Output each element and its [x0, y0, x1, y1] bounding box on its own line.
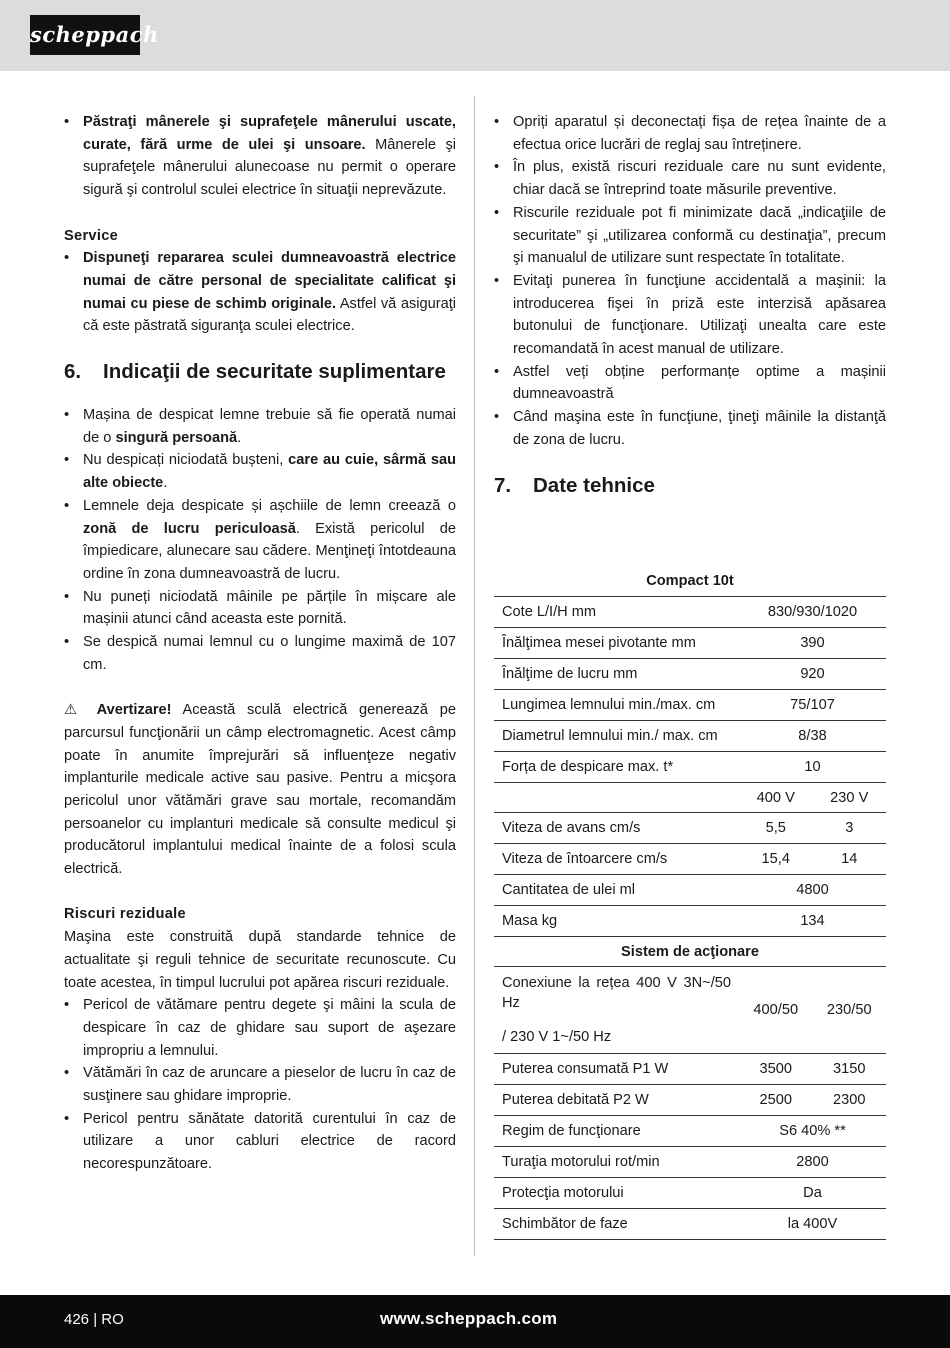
table-row: Turaţia motorului rot/min 2800 [494, 1147, 886, 1178]
table-row: Diametrul lemnului min./ max. cm 8/38 [494, 721, 886, 752]
column-divider [474, 96, 475, 1256]
table-row: Puterea debitată P2 W 2500 2300 [494, 1085, 886, 1116]
table-row: Cantitatea de ulei ml 4800 [494, 875, 886, 906]
table-row: Masa kg 134 [494, 906, 886, 937]
page-number: 426 | RO [64, 1311, 124, 1328]
warning-paragraph: ⚠ Avertizare! Această sculă electrică generează pe parcursul funcţionării un câmp electromagnetic. Acest câmp poate în anumite împrejurări să influenţeze negativ implanturile medicale active sau pasive. Pentru a micşora pericolul unor vătămări grave sau mortale, recomandăm persoanelor cu implanturi medicale să consulte medicul şi producătorul implantului medical înainte de a folosi scula electrică. [64, 702, 456, 878]
list-item: • Nu despicați niciodată bușteni, care au cuie, sârmă sau alte obiecte. [64, 452, 456, 492]
list-item: • Mașina de despicat lemne trebuie să fie operată numai de o singură persoană. [64, 407, 456, 446]
list-item: • Nu puneți niciodată mâinile pe părțile în mișcare ale mașinii atunci când aceasta este pornită. [64, 588, 456, 628]
list-item: • Păstraţi mânerele şi suprafeţele mânerului uscate, curate, fără urme de ulei şi unsoare. Mânerele şi suprafeţele mânerului alunecoase nu permit o operare sigură şi controlul sculei electrice în situaţii neprevăzute. [64, 114, 456, 199]
residual-risks-intro: Maşina este construită după standarde tehnice de actualitate şi reguli tehnice de securitate recunoscute. Cu toate acestea, în timpul lucrului pot apărea riscuri reziduale. [64, 929, 456, 991]
list-item: • Riscurile reziduale pot fi minimizate dacă „indicaţiile de securitate” şi „utilizarea conformă cu destinaţia”, precum şi manualul de utilizare sunt respectate în totalitate. [494, 204, 886, 267]
right-column [494, 111, 886, 500]
list-item: • Astfel veți obține performanțe optime a mașinii dumneavoastră [494, 363, 886, 403]
list-item: • Când maşina este în funcţiune, ţineţi mâinile la distanţă de zona de lucru. [494, 409, 886, 448]
list-item: • Dispuneţi repararea sculei dumneavoastră electrice numai de către personal de specialitate calificat şi numai cu piese de schimb originale. Astfel vă asiguraţi că este păstrată siguranţa sculei electrice. [64, 250, 456, 335]
list-item: • Lemnele deja despicate și așchiile de lemn creează o zonă de lucru periculoasă. Există pericolul de împiedicare, alunecare sau cădere. Menţineţi întotdeauna ordine în zona dumneavoastră de lucru. [64, 497, 456, 582]
page-header [0, 0, 950, 71]
technical-data-table [494, 566, 886, 1240]
table-row: Viteza de întoarcere cm/s 15,4 14 [494, 844, 886, 875]
table-row: Înălţime de lucru mm 920 [494, 659, 886, 690]
left-column [64, 111, 456, 1176]
table-voltage-header: 400 V 230 V [494, 783, 886, 813]
list-item: • Evitaţi punerea în funcţiune accidentală a maşinii: la introducerea fişei în priză este interzisă apăsarea butonului de funcţionare. Utilizaţi unealta care este recomandată în acest manual de utilizare. [494, 272, 886, 358]
page-footer [0, 1295, 950, 1348]
table-row: Protecţia motorului Da [494, 1178, 886, 1209]
list-item: • Pericol pentru sănătate datorită curentului în caz de utilizare a unor cabluri electrice de racord necorespunzătoare. [64, 1110, 456, 1173]
section-7-heading: 7. Date tehnice [494, 473, 655, 497]
table-row: Viteza de avans cm/s 5,5 3 [494, 813, 886, 844]
list-item: • Opriți aparatul și deconectați fișa de rețea înainte de a efectua orice lucrări de reglaj sau întreținere. [494, 114, 886, 153]
table-row: Lungimea lemnului min./max. cm 75/107 [494, 690, 886, 721]
list-item: • Vătămări în caz de aruncare a pieselor de lucru în caz de susţinere sau ghidare improprie. [64, 1065, 456, 1105]
residual-risks-heading: Riscuri reziduale [64, 906, 186, 923]
table-row: Înălţimea mesei pivotante mm 390 [494, 628, 886, 659]
table-row: Cote L/I/H mm 830/930/1020 [494, 597, 886, 628]
table-row: Regim de funcţionare S6 40% ** [494, 1116, 886, 1147]
website-link[interactable]: www.scheppach.com [380, 1309, 558, 1328]
table-row: Puterea consumată P1 W 3500 3150 [494, 1054, 886, 1085]
service-heading: Service [64, 227, 119, 244]
warning-icon: ⚠ [64, 702, 85, 719]
table-row: Forța de despicare max. t* 10 [494, 752, 886, 783]
list-item: • Se despică numai lemnul cu o lungime maximă de 107 cm. [64, 634, 456, 673]
list-item: • În plus, există riscuri reziduale care nu sunt evidente, chiar dacă se întreprind toate măsurile preventive. [494, 159, 886, 199]
scheppach-logo: scheppach [30, 15, 140, 55]
section-6-heading: 6. Indicaţii de securitate suplimentare [64, 360, 446, 384]
list-item: • Pericol de vătămare pentru degete şi mâini la scula de despicare în caz de ghidare sau suport de aşezare impropriu a lemnului. [64, 997, 456, 1059]
table-drive-header: Sistem de acţionare [494, 937, 886, 967]
table-row: Conexiune la rețea 400 V 3N~/50 Hz / 230 V 1~/50 Hz 400/50 230/50 [494, 967, 886, 1054]
table-row: Schimbător de faze la 400V [494, 1209, 886, 1240]
table-model-header: Compact 10t [494, 566, 886, 597]
